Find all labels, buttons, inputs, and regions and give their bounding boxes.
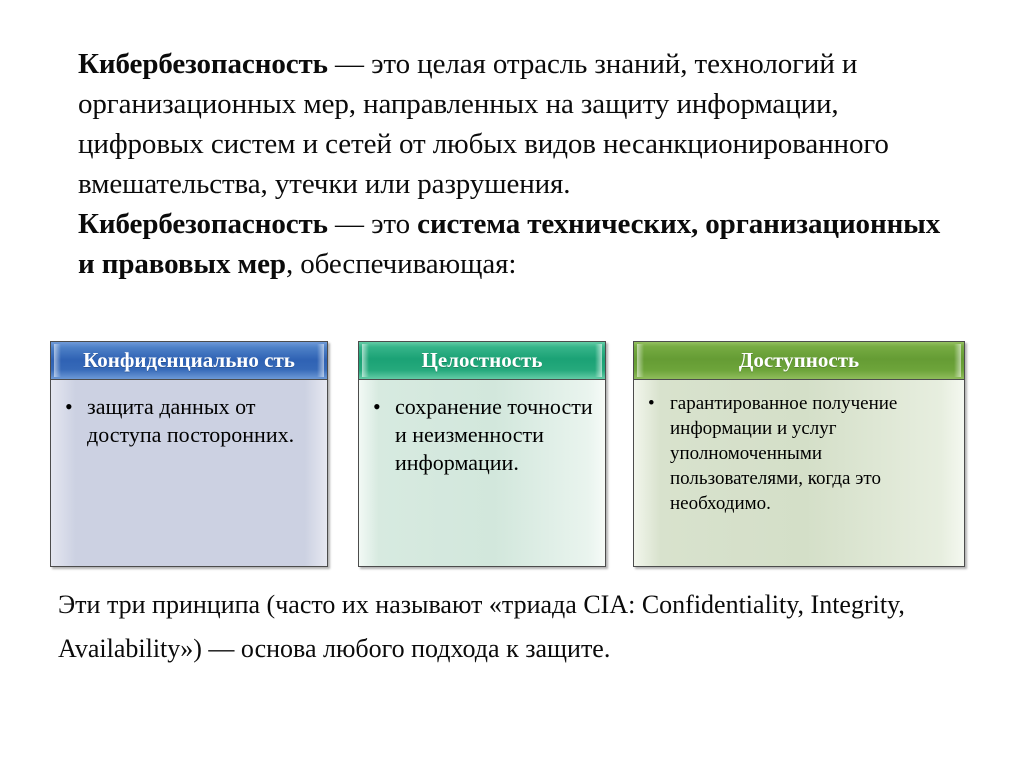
intro-emphasis-measures: система технических, организационных и правовых мер — [78, 208, 941, 280]
list-item — [644, 391, 954, 516]
intro-definition-2-mid: — это — [327, 208, 418, 240]
card-confidentiality-header — [51, 342, 327, 380]
card-integrity-title: Целостность — [421, 348, 543, 373]
card-integrity-header — [359, 342, 605, 380]
card-availability-title: Доступность — [738, 348, 860, 373]
card-confidentiality-bullet-text: защита данных от доступа посторонних. — [87, 394, 295, 447]
intro-definition-1 — [78, 44, 958, 204]
card-confidentiality-title: Конфиденциально сть — [83, 348, 295, 373]
cia-cards-group — [0, 341, 1024, 566]
card-availability-header — [634, 342, 964, 380]
card-availability — [633, 341, 965, 567]
outro-text: Эти три принципа (часто их называют «триада CIA: Confidentiality, Integrity, Availability») — основа любого подхода к защите. — [58, 590, 905, 663]
bullet-icon: • — [65, 394, 73, 419]
list-item — [61, 393, 317, 449]
bullet-icon: • — [373, 394, 381, 419]
intro-term-2: Кибербезопасность — [78, 208, 328, 240]
intro-definition-2 — [78, 204, 958, 284]
intro-definition-2-tail: , обеспечивающая: — [285, 248, 517, 280]
intro-paragraph — [78, 44, 958, 284]
card-integrity-bullet-text: сохранение точности и неизменности информации. — [395, 394, 593, 475]
list-item — [369, 393, 595, 477]
bullet-icon: • — [648, 393, 655, 414]
card-availability-bullet-text: гарантированное получение информации и услуг уполномоченными пользователями, когда это необходимо. — [670, 393, 898, 514]
card-confidentiality-body — [51, 380, 327, 566]
outro-paragraph — [58, 583, 998, 671]
card-integrity-body — [359, 380, 605, 566]
card-integrity — [358, 341, 606, 567]
intro-definition-1-text: — это целая отрасль знаний, технологий и организационных мер, направленных на защиту информации, цифровых систем и сетей от любых видов несанкционированного вмешательства, утечки или разрушения. — [78, 48, 889, 200]
card-confidentiality — [50, 341, 328, 567]
intro-term-1: Кибербезопасность — [78, 48, 328, 80]
card-availability-body — [634, 380, 964, 566]
